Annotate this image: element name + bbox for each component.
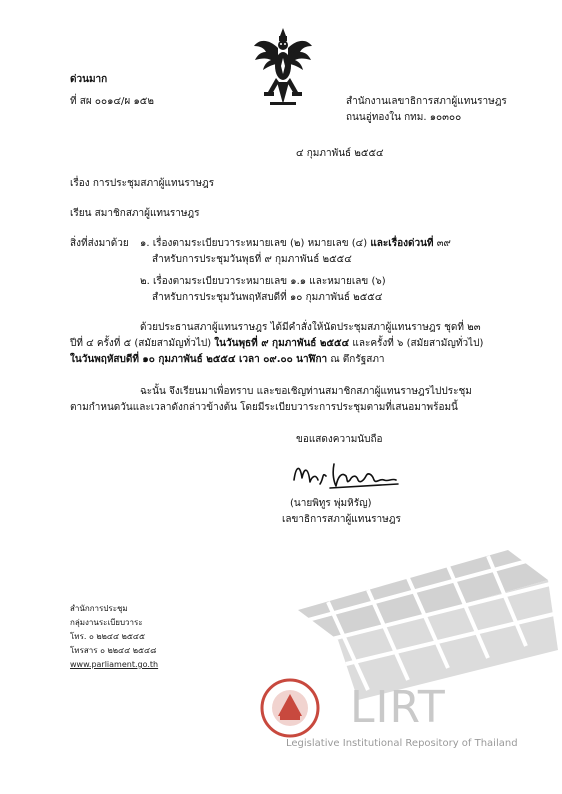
signer-title: เลขาธิการสภาผู้แทนราษฎร	[282, 514, 401, 525]
lirt-brand-text: LIRT	[350, 682, 446, 733]
meeting-date-1: ในวันพุธที่ ๙ กุมภาพันธ์ ๒๕๕๔	[214, 338, 350, 349]
enclosure-item-1	[140, 238, 451, 250]
meeting-venue: ณ ตึกรัฐสภา	[327, 354, 385, 365]
footer-website-link[interactable]: www.parliament.go.th	[70, 660, 159, 669]
enclosure-item-2-line2: สำหรับการประชุมวันพฤหัสบดีที่ ๑๐ กุมภาพันธ์ ๒๕๕๔	[152, 292, 383, 303]
body-paragraph-1-line2	[70, 338, 483, 350]
meeting-session-5: ปีที่ ๔ ครั้งที่ ๕ (สมัยสามัญทั่วไป)	[70, 338, 215, 349]
lirt-caption: Legislative Institutional Repository of Thailand	[286, 738, 518, 749]
enclosure-item-1-line2: สำหรับการประชุมวันพุธที่ ๙ กุมภาพันธ์ ๒๕๕๔	[152, 254, 352, 265]
subject-line: เรื่อง การประชุมสภาผู้แทนราษฎร	[70, 178, 215, 189]
letter-date: ๔ กุมภาพันธ์ ๒๕๕๔	[296, 148, 384, 159]
footer-telephone: โทร. ๐ ๒๒๔๔ ๒๕๔๕	[70, 632, 146, 641]
body-paragraph-2-line1: ฉะนั้น จึงเรียนมาเพื่อทราบ และขอเชิญท่านสมาชิกสภาผู้แทนราษฎรไปประชุม	[140, 386, 472, 397]
body-paragraph-1-line3	[70, 354, 385, 366]
enclosure-item-1-bold: และเรื่องด่วนที่	[370, 238, 434, 249]
reference-number: ที่ สผ ๐๐๑๔/ผ ๑๕๒	[70, 96, 154, 107]
footer-department: สำนักการประชุม	[70, 604, 128, 613]
body-paragraph-1-line1: ด้วยประธานสภาผู้แทนราษฎร ได้มีคำสั่งให้นัดประชุมสภาผู้แทนราษฎร ชุดที่ ๒๓	[140, 322, 481, 333]
office-address-line2: ถนนอู่ทองใน กทม. ๑๐๓๐๐	[346, 112, 462, 123]
office-address-line1: สำนักงานเลขาธิการสภาผู้แทนราษฎร	[346, 96, 507, 107]
enclosure-item-1-text: ๑. เรื่องตามระเบียบวาระหมายเลข (๒) หมายเลข (๔)	[140, 238, 371, 249]
footer-group: กลุ่มงานระเบียบวาระ	[70, 618, 143, 627]
enclosure-label: สิ่งที่ส่งมาด้วย	[70, 238, 129, 249]
enclosure-item-1-number: ๓๙	[433, 238, 451, 249]
urgency-label: ด่วนมาก	[70, 74, 108, 85]
meeting-session-6: และครั้งที่ ๖ (สมัยสามัญทั่วไป)	[349, 338, 484, 349]
meeting-date-2: ในวันพฤหัสบดีที่ ๑๐ กุมภาพันธ์ ๒๕๕๔ เวลา ๐๙.๐๐ นาฬิกา	[70, 354, 328, 365]
body-paragraph-2-line2: ตามกำหนดวันและเวลาดังกล่าวข้างต้น โดยมีระเบียบวาระการประชุมตามที่เสนอมาพร้อมนี้	[70, 402, 458, 413]
lirt-brand	[350, 684, 446, 732]
signer-name: (นายพิทูร พุ่มหิรัญ)	[290, 498, 372, 509]
lirt-watermark-logo	[258, 540, 558, 770]
handwritten-signature	[290, 458, 400, 492]
footer-fax: โทรสาร ๐ ๒๒๔๔ ๒๕๔๘	[70, 646, 157, 655]
garuda-emblem-icon	[252, 26, 314, 108]
recipient-line: เรียน สมาชิกสภาผู้แทนราษฎร	[70, 208, 200, 219]
closing-phrase: ขอแสดงความนับถือ	[296, 434, 383, 445]
enclosure-item-2: ๒. เรื่องตามระเบียบวาระหมายเลข ๑.๑ และหมายเลข (๖)	[140, 276, 386, 287]
